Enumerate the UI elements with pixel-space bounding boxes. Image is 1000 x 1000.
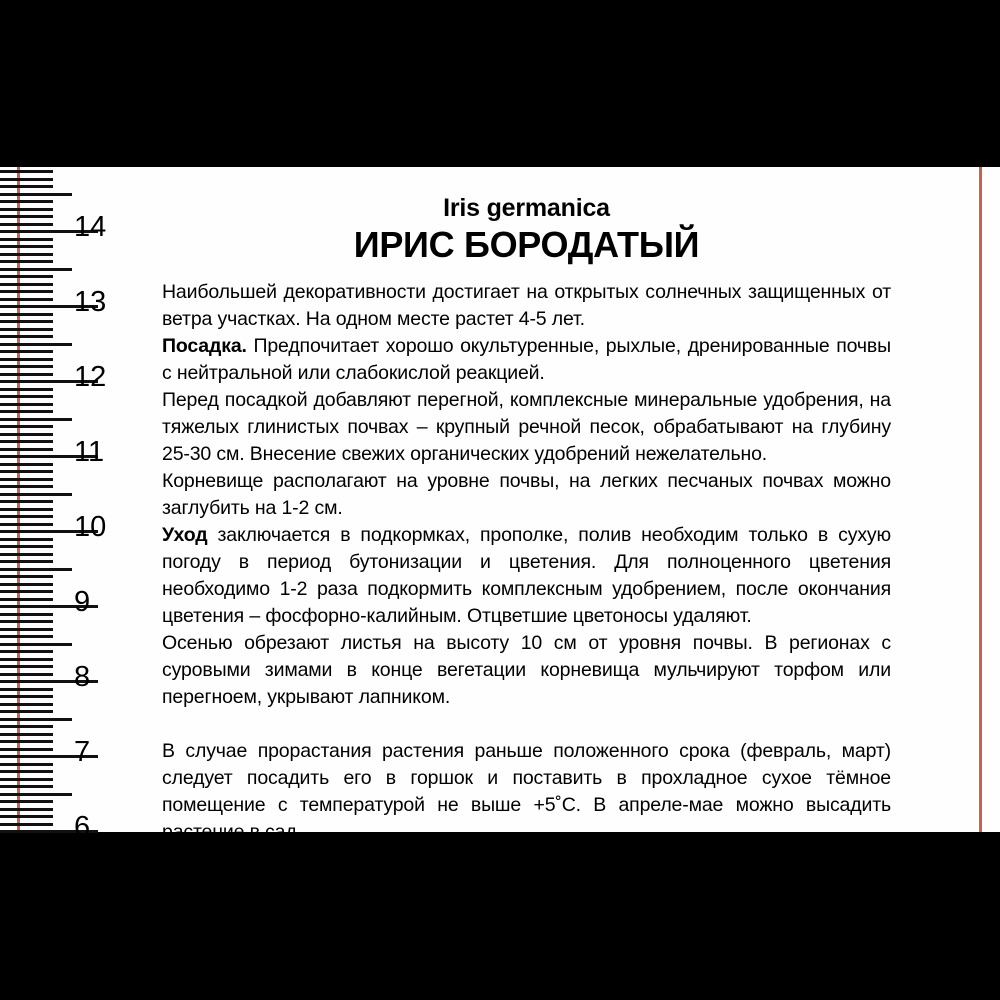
ruler-tick-minor — [0, 560, 53, 563]
ruler-tick-minor — [0, 395, 53, 398]
right-edge-rule — [979, 167, 982, 832]
paragraph-planting — [162, 333, 891, 387]
paragraph-soil-prep — [162, 387, 891, 468]
paragraph-early-sprouting — [162, 738, 891, 846]
ruler-tick-minor — [0, 740, 53, 743]
ruler-tick-minor — [0, 208, 53, 211]
ruler-tick-minor — [0, 650, 53, 653]
ruler-tick-medium — [0, 793, 72, 796]
paragraph-lead: Посадка. — [162, 334, 247, 357]
ruler-tick-minor — [0, 283, 53, 286]
ruler-tick-minor — [0, 200, 53, 203]
ruler-tick-minor — [0, 335, 53, 338]
paragraph-text: Наибольшей декоративности достигает на открытых солнечных защищенных от ветра участках. На одном месте растет 4-5 лет. — [162, 280, 891, 330]
ruler-tick-minor — [0, 770, 53, 773]
ruler-tick-minor — [0, 178, 53, 181]
paragraph-text: В случае прорастания растения раньше положенного срока (февраль, март) следует посадить его в горшок и поставить в прохладное сухое тёмное помещение с температурой не выше +5˚С. В апреле-мае можно высадить растение в сад. — [162, 739, 891, 843]
paragraph-gap — [162, 711, 891, 738]
ruler-tick-minor — [0, 733, 53, 736]
ruler-tick-minor — [0, 215, 53, 218]
paragraph-purchase — [162, 846, 891, 900]
ruler-tick-minor — [0, 485, 53, 488]
care-instructions — [162, 279, 891, 900]
paragraph-rhizome-depth — [162, 468, 891, 522]
ruler-label: 14 — [74, 211, 107, 243]
ruler-tick-minor — [0, 328, 53, 331]
paragraph-care — [162, 522, 891, 630]
ruler-tick-minor — [0, 800, 53, 803]
ruler-tick-minor — [0, 185, 53, 188]
ruler-tick-minor — [0, 500, 53, 503]
ruler-tick-minor — [0, 298, 53, 301]
ruler-tick-medium — [0, 643, 72, 646]
ruler-tick-minor — [0, 665, 53, 668]
ruler-tick-minor — [0, 373, 53, 376]
paragraph-text: Корневище располагают на уровне почвы, на легких песчаных почвах можно заглубить на 1-2 см. — [162, 469, 891, 519]
ruler-tick-minor — [0, 575, 53, 578]
ruler-tick-minor — [0, 673, 53, 676]
ruler-tick-minor — [0, 658, 53, 661]
ruler-tick-medium — [0, 268, 72, 271]
ruler-label: 11 — [74, 436, 105, 468]
paragraph-text: Осенью обрезают листья на высоту 10 см от уровня почвы. В регионах с суровыми зимами в конце вегетации корневища мульчируют торфом или перегноем, укрывают лапником. — [162, 631, 891, 708]
ruler-tick-minor — [0, 253, 53, 256]
paragraph-text: Предпочитает хорошо окультуренные, рыхлые, дренированные почвы с нейтральной или слабокислой реакцией. — [162, 334, 891, 384]
ruler-tick-minor — [0, 710, 53, 713]
ruler-tick-minor — [0, 478, 53, 481]
ruler-label: 7 — [74, 736, 91, 768]
paragraph-lead: Уход — [162, 523, 208, 546]
paragraph-autumn — [162, 630, 891, 711]
ruler-tick-minor — [0, 635, 53, 638]
ruler-tick-medium — [0, 418, 72, 421]
ruler-tick-minor — [0, 515, 53, 518]
ruler-tick-medium — [0, 718, 72, 721]
ruler-tick-minor — [0, 695, 53, 698]
paragraph-text: заключается в подкормках, прополке, полив необходим только в сухую погоду в период бутонизации и цветения. Для полноценного цветения необходимо 1-2 раза подкормить комплексным удобрением, после окончания цветения – фосфорно-калийным. Отцветшие цветоносы удаляют. — [162, 523, 891, 627]
ruler-tick-minor — [0, 388, 53, 391]
ruler-tick-minor — [0, 275, 53, 278]
letterbox-bar-top — [0, 0, 1000, 167]
ruler-tick-medium — [0, 568, 72, 571]
ruler-tick-minor — [0, 290, 53, 293]
ruler-tick-minor — [0, 425, 53, 428]
ruler-tick-medium — [0, 193, 72, 196]
ruler-tick-minor — [0, 170, 53, 173]
ruler-label: 10 — [74, 511, 107, 543]
ruler-tick-minor — [0, 703, 53, 706]
ruler-tick-minor — [0, 628, 53, 631]
ruler-label: 13 — [74, 286, 107, 318]
ruler-tick-minor — [0, 620, 53, 623]
ruler-tick-minor — [0, 553, 53, 556]
ruler-tick-minor — [0, 440, 53, 443]
ruler-tick-minor — [0, 725, 53, 728]
ruler-tick-minor — [0, 823, 53, 826]
paragraph-text: При покупке в августе-сентябре хранить корневища не следует. Их можно сразу сажать в открытый грунт. — [162, 847, 891, 897]
printed-panel — [0, 167, 1000, 897]
ruler-tick-minor — [0, 365, 53, 368]
text-column — [162, 195, 891, 900]
ruler-tick-minor — [0, 590, 53, 593]
ruler-tick-minor — [0, 613, 53, 616]
ruler-tick-minor — [0, 313, 53, 316]
ruler-label: 12 — [74, 361, 107, 393]
ruler-tick-minor — [0, 748, 53, 751]
ruler-label: 9 — [74, 586, 91, 618]
ruler-tick-minor — [0, 598, 53, 601]
ruler-tick-minor — [0, 245, 53, 248]
ruler-tick-minor — [0, 688, 53, 691]
ruler-tick-minor — [0, 433, 53, 436]
ruler-tick-minor — [0, 523, 53, 526]
ruler-tick-minor — [0, 538, 53, 541]
ruler-tick-minor — [0, 545, 53, 548]
paragraph-text: Перед посадкой добавляют перегной, комплексные минеральные удобрения, на тяжелых глинистых почвах – крупный речной песок, обрабатывают на глубину 25-30 см. Внесение свежих органических удобрений нежелательно. — [162, 388, 891, 465]
ruler-tick-minor — [0, 785, 53, 788]
ruler-label: 6 — [74, 811, 91, 843]
ruler-tick-minor — [0, 508, 53, 511]
ruler-tick-minor — [0, 448, 53, 451]
ruler-label: 8 — [74, 661, 91, 693]
ruler-tick-minor — [0, 223, 53, 226]
ruler-tick-minor — [0, 470, 53, 473]
ruler-tick-minor — [0, 320, 53, 323]
ruler-tick-minor — [0, 463, 53, 466]
ruler-tick-minor — [0, 815, 53, 818]
ruler-tick-minor — [0, 260, 53, 263]
ruler-tick-minor — [0, 410, 53, 413]
ruler-tick-minor — [0, 778, 53, 781]
paragraph-intro — [162, 279, 891, 333]
ruler-tick-minor — [0, 808, 53, 811]
ruler-tick-minor — [0, 763, 53, 766]
ruler-tick-minor — [0, 350, 53, 353]
ruler-tick-minor — [0, 403, 53, 406]
ruler-tick-minor — [0, 358, 53, 361]
ruler-tick-minor — [0, 238, 53, 241]
common-name: ИРИС БОРОДАТЫЙ — [353, 223, 700, 265]
ruler-tick-medium — [0, 493, 72, 496]
ruler-tick-medium — [0, 343, 72, 346]
ruler-tick-minor — [0, 583, 53, 586]
measuring-ruler — [0, 167, 150, 843]
latin-name: Iris germanica — [443, 194, 610, 222]
